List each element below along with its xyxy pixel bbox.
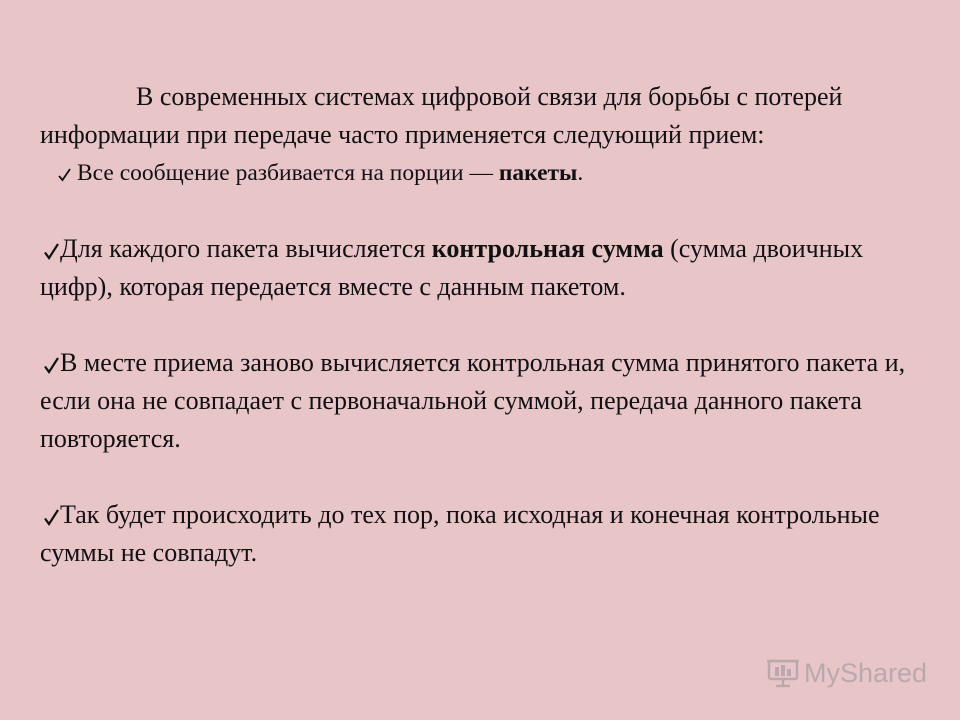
bullet-repeat: [40, 496, 940, 572]
intro-paragraph: В современных системах цифровой связи для борьбы с потерей информации при передаче часто применяется следующий прием:: [40, 82, 843, 149]
watermark-text: MyShared: [804, 658, 928, 688]
bullet-text-end: (сумма двоичных цифр), которая передается вместе с данным пакетом.: [40, 234, 864, 301]
bullet-text: Для каждого пакета вычисляется: [60, 234, 432, 263]
bullet-receive: [40, 344, 940, 458]
checkmark-icon: [58, 168, 71, 182]
checkmark-icon: [44, 243, 59, 260]
checkmark-icon: [44, 509, 59, 526]
bullet-packets: [40, 154, 940, 192]
presentation-board-icon: [766, 658, 800, 693]
bullet-text: В месте приема заново вычисляется контрольная сумма принятого пакета и, если она не совпадает с первоначальной суммой, передача данного пакета повторяется.: [40, 348, 906, 453]
bullet-bold-term: контрольная сумма: [431, 234, 664, 263]
myshared-watermark: [766, 656, 926, 690]
checkmark-icon: [44, 357, 59, 374]
bullet-text: Так будет происходить до тех пор, пока исходная и конечная контрольные суммы не совпадут.: [40, 500, 880, 567]
bullet-text-end: .: [577, 160, 584, 186]
bullet-text: Все сообщение разбивается на порции —: [77, 160, 499, 186]
bullet-bold-term: пакеты: [498, 160, 578, 186]
slide-body: [40, 78, 940, 572]
bullet-checksum: [40, 230, 940, 306]
